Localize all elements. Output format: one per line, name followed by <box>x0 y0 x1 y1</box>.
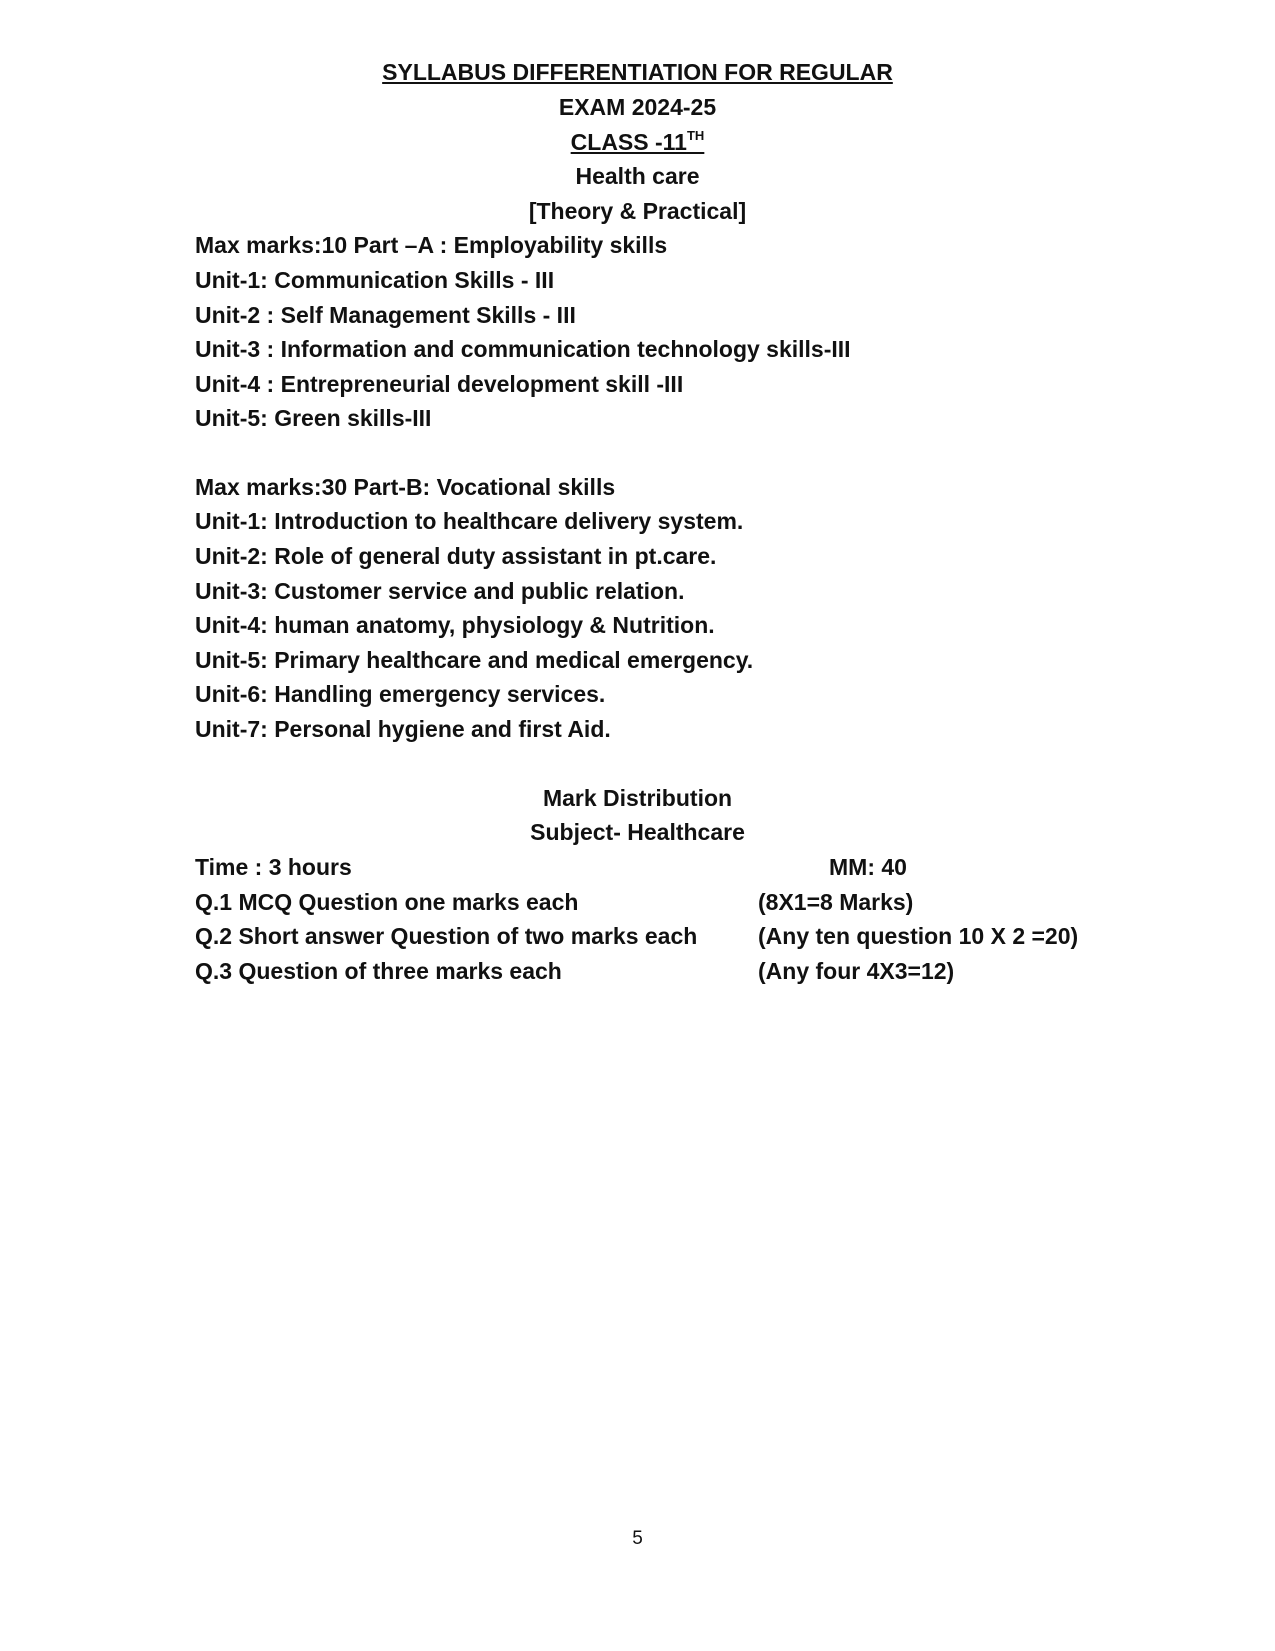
part-a-heading: Max marks:10 Part –A : Employability skills <box>195 232 668 258</box>
part-a-unit: Unit-3 : Information and communication technology skills-III <box>195 336 851 362</box>
part-b-unit: Unit-4: human anatomy, physiology & Nutrition. <box>195 612 715 638</box>
question-label: Q.2 Short answer Question of two marks each <box>195 923 698 949</box>
part-a-unit: Unit-1: Communication Skills - III <box>195 267 555 293</box>
max-marks: MM: 40 <box>829 854 907 880</box>
part-b-unit: Unit-6: Handling emergency services. <box>195 681 606 707</box>
part-a-unit: Unit-2 : Self Management Skills - III <box>195 302 576 328</box>
class-label-wrap <box>571 129 705 155</box>
part-a-unit: Unit-5: Green skills-III <box>195 405 432 431</box>
document-title-line <box>0 58 1275 86</box>
mark-distribution-title: Mark Distribution <box>542 785 733 811</box>
page-number: 5 <box>632 1528 643 1549</box>
part-a-unit: Unit-4 : Entrepreneurial development skill -III <box>195 371 684 397</box>
class-label: CLASS -11 <box>570 129 687 155</box>
exam-year: EXAM 2024-25 <box>558 94 717 120</box>
question-label: Q.3 Question of three marks each <box>195 958 562 984</box>
mark-distribution-subject: Subject- Healthcare <box>530 819 745 845</box>
question-label: Q.1 MCQ Question one marks each <box>195 889 579 915</box>
part-b-unit: Unit-5: Primary healthcare and medical emergency. <box>195 647 754 673</box>
subject-name: Health care <box>575 163 700 189</box>
part-b-unit: Unit-7: Personal hygiene and first Aid. <box>195 716 611 742</box>
part-b-unit: Unit-3: Customer service and public relation. <box>195 578 685 604</box>
exam-time: Time : 3 hours <box>195 854 352 880</box>
exam-type: [Theory & Practical] <box>528 198 747 224</box>
document-title: SYLLABUS DIFFERENTIATION FOR REGULAR <box>382 59 893 85</box>
question-marks: (Any ten question 10 X 2 =20) <box>758 923 1079 949</box>
part-b-unit: Unit-2: Role of general duty assistant in pt.care. <box>195 543 717 569</box>
class-suffix: TH <box>686 128 705 143</box>
question-marks: (8X1=8 Marks) <box>758 889 914 915</box>
class-line <box>0 128 1275 156</box>
part-b-heading: Max marks:30 Part-B: Vocational skills <box>195 474 616 500</box>
question-marks: (Any four 4X3=12) <box>758 958 955 984</box>
part-b-unit: Unit-1: Introduction to healthcare delivery system. <box>195 508 744 534</box>
